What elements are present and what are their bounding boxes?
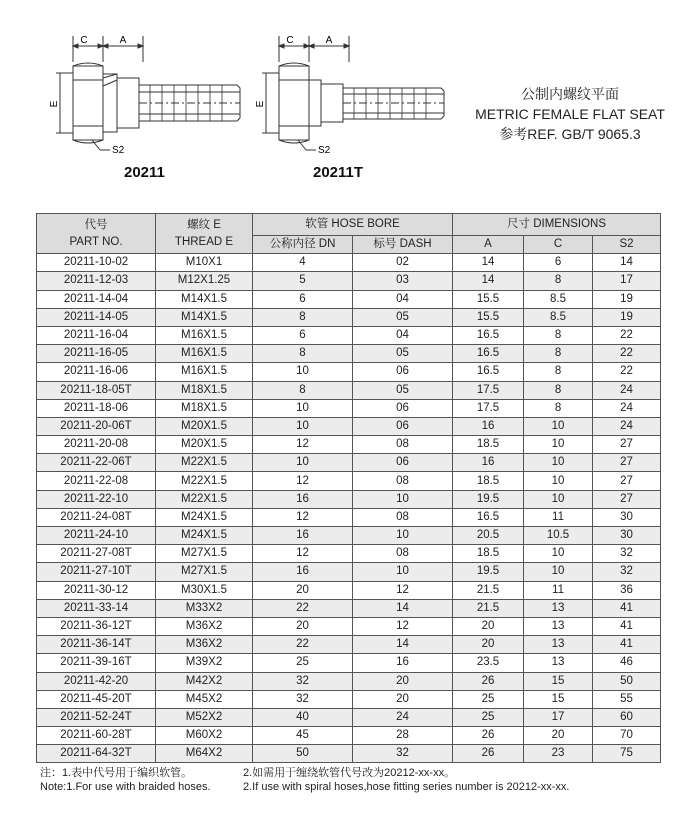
cell-dim-c: 10.5 bbox=[524, 527, 593, 545]
table-row bbox=[37, 490, 661, 508]
cell-dn: 16 bbox=[253, 490, 353, 508]
dim-c-label: C bbox=[80, 35, 88, 46]
cell-part-no: 20211-24-10 bbox=[37, 527, 156, 545]
note-2-en: 2.If use with spiral hoses,hose fitting series number is 20212-xx-xx. bbox=[243, 781, 570, 793]
cell-dim-a: 17.5 bbox=[453, 381, 524, 399]
cell-dim-c: 13 bbox=[524, 617, 593, 635]
table-row bbox=[37, 654, 661, 672]
cell-dn: 10 bbox=[253, 363, 353, 381]
fitting-drawing-20211T bbox=[246, 28, 456, 158]
table-row bbox=[37, 345, 661, 363]
cell-dim-s2: 17 bbox=[593, 272, 661, 290]
cell-dim-a: 18.5 bbox=[453, 436, 524, 454]
cell-dim-s2: 46 bbox=[593, 654, 661, 672]
cell-dim-a: 26 bbox=[453, 727, 524, 745]
cell-dim-c: 10 bbox=[524, 490, 593, 508]
cell-thread: M22X1.5 bbox=[156, 454, 253, 472]
cell-part-no: 20211-45-20T bbox=[37, 690, 156, 708]
title-block bbox=[452, 84, 688, 144]
cell-part-no: 20211-20-08 bbox=[37, 436, 156, 454]
cell-thread: M33X2 bbox=[156, 599, 253, 617]
cell-dash: 06 bbox=[353, 363, 453, 381]
cell-dn: 16 bbox=[253, 563, 353, 581]
cell-thread: M64X2 bbox=[156, 745, 253, 763]
cell-thread: M39X2 bbox=[156, 654, 253, 672]
cell-part-no: 20211-39-16T bbox=[37, 654, 156, 672]
cell-dn: 8 bbox=[253, 381, 353, 399]
cell-dash: 20 bbox=[353, 672, 453, 690]
table-row bbox=[37, 527, 661, 545]
header-part-no: 代号 PART NO. bbox=[37, 214, 156, 254]
table-row bbox=[37, 254, 661, 272]
cell-thread: M36X2 bbox=[156, 636, 253, 654]
cell-dim-c: 10 bbox=[524, 472, 593, 490]
cell-part-no: 20211-24-08T bbox=[37, 508, 156, 526]
cell-dim-c: 8 bbox=[524, 363, 593, 381]
cell-dim-a: 16 bbox=[453, 417, 524, 435]
cell-dim-a: 20.5 bbox=[453, 527, 524, 545]
cell-dash: 08 bbox=[353, 436, 453, 454]
dim-a-label: A bbox=[325, 35, 333, 46]
cell-dim-a: 19.5 bbox=[453, 490, 524, 508]
cell-dash: 05 bbox=[353, 345, 453, 363]
cell-part-no: 20211-27-08T bbox=[37, 545, 156, 563]
cell-thread: M12X1.25 bbox=[156, 272, 253, 290]
cell-dim-s2: 30 bbox=[593, 527, 661, 545]
table-row bbox=[37, 272, 661, 290]
cell-dn: 32 bbox=[253, 672, 353, 690]
table-row bbox=[37, 417, 661, 435]
table-row bbox=[37, 436, 661, 454]
cell-part-no: 20211-16-04 bbox=[37, 326, 156, 344]
cell-dim-c: 6 bbox=[524, 254, 593, 272]
cell-dim-c: 8 bbox=[524, 399, 593, 417]
cell-dn: 5 bbox=[253, 272, 353, 290]
cell-dim-c: 8.5 bbox=[524, 308, 593, 326]
cell-dim-a: 20 bbox=[453, 636, 524, 654]
cell-dim-a: 14 bbox=[453, 254, 524, 272]
cell-dash: 10 bbox=[353, 490, 453, 508]
dim-a-label: A bbox=[119, 35, 127, 46]
table-row bbox=[37, 727, 661, 745]
cell-thread: M20X1.5 bbox=[156, 436, 253, 454]
cell-thread: M10X1 bbox=[156, 254, 253, 272]
cell-dim-s2: 32 bbox=[593, 563, 661, 581]
cell-dim-c: 8 bbox=[524, 345, 593, 363]
cell-dn: 45 bbox=[253, 727, 353, 745]
cell-part-no: 20211-22-06T bbox=[37, 454, 156, 472]
cell-thread: M20X1.5 bbox=[156, 417, 253, 435]
cell-dim-a: 15.5 bbox=[453, 308, 524, 326]
cell-dn: 16 bbox=[253, 527, 353, 545]
cell-part-no: 20211-30-12 bbox=[37, 581, 156, 599]
cell-dim-s2: 27 bbox=[593, 472, 661, 490]
note-1-cn: 注：1.表中代号用于编织软管。 bbox=[40, 767, 193, 779]
cell-dim-s2: 27 bbox=[593, 454, 661, 472]
cell-dash: 10 bbox=[353, 563, 453, 581]
header-c: C bbox=[524, 236, 593, 254]
cell-dash: 05 bbox=[353, 381, 453, 399]
cell-dn: 32 bbox=[253, 690, 353, 708]
table-body bbox=[37, 254, 661, 763]
cell-dim-c: 10 bbox=[524, 545, 593, 563]
table-row bbox=[37, 326, 661, 344]
cell-thread: M16X1.5 bbox=[156, 326, 253, 344]
cell-dim-s2: 19 bbox=[593, 308, 661, 326]
cell-dim-a: 14 bbox=[453, 272, 524, 290]
cell-part-no: 20211-64-32T bbox=[37, 745, 156, 763]
dim-s2-label: S2 bbox=[112, 145, 125, 156]
cell-dim-c: 8.5 bbox=[524, 290, 593, 308]
table-row bbox=[37, 472, 661, 490]
cell-part-no: 20211-10-02 bbox=[37, 254, 156, 272]
cell-dn: 25 bbox=[253, 654, 353, 672]
cell-dim-c: 17 bbox=[524, 708, 593, 726]
dim-c-label: C bbox=[286, 35, 294, 46]
cell-thread: M30X1.5 bbox=[156, 581, 253, 599]
header-s2: S2 bbox=[593, 236, 661, 254]
table-row bbox=[37, 599, 661, 617]
cell-dim-c: 13 bbox=[524, 636, 593, 654]
cell-part-no: 20211-16-05 bbox=[37, 345, 156, 363]
cell-dim-s2: 41 bbox=[593, 599, 661, 617]
cell-thread: M36X2 bbox=[156, 617, 253, 635]
cell-thread: M45X2 bbox=[156, 690, 253, 708]
cell-dim-c: 10 bbox=[524, 436, 593, 454]
spec-table bbox=[36, 213, 661, 763]
cell-dn: 12 bbox=[253, 545, 353, 563]
cell-thread: M27X1.5 bbox=[156, 563, 253, 581]
cell-part-no: 20211-36-14T bbox=[37, 636, 156, 654]
cell-dn: 10 bbox=[253, 454, 353, 472]
cell-dim-a: 19.5 bbox=[453, 563, 524, 581]
cell-dn: 8 bbox=[253, 308, 353, 326]
cell-dim-s2: 24 bbox=[593, 417, 661, 435]
table-row bbox=[37, 454, 661, 472]
cell-dn: 4 bbox=[253, 254, 353, 272]
cell-part-no: 20211-22-10 bbox=[37, 490, 156, 508]
cell-dn: 22 bbox=[253, 636, 353, 654]
cell-dash: 04 bbox=[353, 290, 453, 308]
cell-dn: 6 bbox=[253, 290, 353, 308]
cell-dim-a: 16.5 bbox=[453, 326, 524, 344]
cell-dim-a: 16.5 bbox=[453, 345, 524, 363]
cell-dash: 04 bbox=[353, 326, 453, 344]
cell-dim-c: 8 bbox=[524, 272, 593, 290]
cell-dim-c: 15 bbox=[524, 672, 593, 690]
cell-dash: 06 bbox=[353, 417, 453, 435]
cell-dim-s2: 75 bbox=[593, 745, 661, 763]
cell-thread: M52X2 bbox=[156, 708, 253, 726]
cell-dash: 12 bbox=[353, 617, 453, 635]
cell-part-no: 20211-20-06T bbox=[37, 417, 156, 435]
cell-part-no: 20211-22-08 bbox=[37, 472, 156, 490]
cell-dim-c: 13 bbox=[524, 654, 593, 672]
header-dn: 公称内径 DN bbox=[253, 236, 353, 254]
table-row bbox=[37, 290, 661, 308]
table-row bbox=[37, 581, 661, 599]
cell-thread: M42X2 bbox=[156, 672, 253, 690]
cell-dash: 08 bbox=[353, 545, 453, 563]
cell-dash: 14 bbox=[353, 636, 453, 654]
cell-dn: 12 bbox=[253, 436, 353, 454]
table-row bbox=[37, 363, 661, 381]
table-row bbox=[37, 745, 661, 763]
cell-dn: 22 bbox=[253, 599, 353, 617]
cell-dim-s2: 22 bbox=[593, 326, 661, 344]
note-2-cn: 2.如需用于缠绕软管代号改为20212-xx-xx。 bbox=[243, 767, 456, 779]
title-en: METRIC FEMALE FLAT SEAT bbox=[475, 106, 665, 122]
table-row bbox=[37, 563, 661, 581]
cell-dash: 08 bbox=[353, 508, 453, 526]
table-row bbox=[37, 508, 661, 526]
cell-dim-s2: 60 bbox=[593, 708, 661, 726]
cell-dn: 10 bbox=[253, 417, 353, 435]
cell-dim-a: 16.5 bbox=[453, 508, 524, 526]
cell-dim-c: 11 bbox=[524, 581, 593, 599]
cell-dim-s2: 30 bbox=[593, 508, 661, 526]
title-cn: 公制内螺纹平面 bbox=[521, 86, 619, 102]
cell-thread: M18X1.5 bbox=[156, 381, 253, 399]
table-row bbox=[37, 708, 661, 726]
cell-part-no: 20211-42-20 bbox=[37, 672, 156, 690]
cell-dim-s2: 36 bbox=[593, 581, 661, 599]
cell-dim-a: 16 bbox=[453, 454, 524, 472]
cell-dash: 06 bbox=[353, 399, 453, 417]
cell-part-no: 20211-12-03 bbox=[37, 272, 156, 290]
cell-dim-s2: 27 bbox=[593, 436, 661, 454]
table-row bbox=[37, 381, 661, 399]
title-ref: 参考REF. GB/T 9065.3 bbox=[499, 126, 641, 142]
cell-part-no: 20211-60-28T bbox=[37, 727, 156, 745]
cell-dn: 12 bbox=[253, 508, 353, 526]
cell-dash: 24 bbox=[353, 708, 453, 726]
dim-s2-label: S2 bbox=[318, 145, 331, 156]
cell-dim-c: 10 bbox=[524, 563, 593, 581]
cell-dim-s2: 32 bbox=[593, 545, 661, 563]
cell-dash: 32 bbox=[353, 745, 453, 763]
cell-dim-s2: 50 bbox=[593, 672, 661, 690]
cell-dash: 14 bbox=[353, 599, 453, 617]
table-row bbox=[37, 690, 661, 708]
cell-dim-a: 15.5 bbox=[453, 290, 524, 308]
cell-dim-c: 8 bbox=[524, 381, 593, 399]
cell-dim-a: 26 bbox=[453, 672, 524, 690]
cell-dim-a: 23.5 bbox=[453, 654, 524, 672]
cell-part-no: 20211-36-12T bbox=[37, 617, 156, 635]
cell-dim-a: 18.5 bbox=[453, 545, 524, 563]
cell-dash: 08 bbox=[353, 472, 453, 490]
cell-thread: M22X1.5 bbox=[156, 490, 253, 508]
cell-dim-a: 18.5 bbox=[453, 472, 524, 490]
cell-dim-c: 8 bbox=[524, 326, 593, 344]
dim-e-label: E bbox=[49, 100, 60, 108]
cell-thread: M14X1.5 bbox=[156, 290, 253, 308]
cell-dim-c: 10 bbox=[524, 417, 593, 435]
cell-dim-c: 23 bbox=[524, 745, 593, 763]
cell-thread: M24X1.5 bbox=[156, 527, 253, 545]
cell-dim-s2: 41 bbox=[593, 617, 661, 635]
model-label-20211: 20211 bbox=[124, 164, 165, 181]
cell-dash: 16 bbox=[353, 654, 453, 672]
cell-dim-a: 17.5 bbox=[453, 399, 524, 417]
dim-e-label: E bbox=[255, 100, 266, 108]
cell-thread: M18X1.5 bbox=[156, 399, 253, 417]
cell-dash: 03 bbox=[353, 272, 453, 290]
table-row bbox=[37, 308, 661, 326]
cell-dim-a: 26 bbox=[453, 745, 524, 763]
cell-dn: 40 bbox=[253, 708, 353, 726]
cell-part-no: 20211-18-06 bbox=[37, 399, 156, 417]
cell-dim-s2: 22 bbox=[593, 363, 661, 381]
cell-dn: 8 bbox=[253, 345, 353, 363]
cell-part-no: 20211-18-05T bbox=[37, 381, 156, 399]
cell-thread: M14X1.5 bbox=[156, 308, 253, 326]
model-label-20211T: 20211T bbox=[313, 164, 364, 181]
fitting-drawing-20211 bbox=[40, 28, 250, 158]
cell-part-no: 20211-27-10T bbox=[37, 563, 156, 581]
cell-dash: 28 bbox=[353, 727, 453, 745]
table-row bbox=[37, 636, 661, 654]
cell-dn: 20 bbox=[253, 581, 353, 599]
cell-dim-a: 25 bbox=[453, 690, 524, 708]
header-dimensions: 尺寸 DIMENSIONS bbox=[453, 214, 661, 236]
cell-dim-s2: 24 bbox=[593, 399, 661, 417]
cell-dim-s2: 14 bbox=[593, 254, 661, 272]
cell-dim-a: 21.5 bbox=[453, 599, 524, 617]
cell-dim-s2: 19 bbox=[593, 290, 661, 308]
cell-dim-s2: 24 bbox=[593, 381, 661, 399]
cell-dash: 10 bbox=[353, 527, 453, 545]
cell-part-no: 20211-14-05 bbox=[37, 308, 156, 326]
cell-thread: M24X1.5 bbox=[156, 508, 253, 526]
cell-dn: 6 bbox=[253, 326, 353, 344]
cell-part-no: 20211-33-14 bbox=[37, 599, 156, 617]
cell-dim-a: 16.5 bbox=[453, 363, 524, 381]
cell-dn: 20 bbox=[253, 617, 353, 635]
header-dash: 标号 DASH bbox=[353, 236, 453, 254]
cell-dn: 12 bbox=[253, 472, 353, 490]
cell-dim-s2: 41 bbox=[593, 636, 661, 654]
cell-thread: M22X1.5 bbox=[156, 472, 253, 490]
cell-part-no: 20211-52-24T bbox=[37, 708, 156, 726]
cell-dash: 12 bbox=[353, 581, 453, 599]
cell-thread: M27X1.5 bbox=[156, 545, 253, 563]
table-row bbox=[37, 617, 661, 635]
header-hose-bore: 软管 HOSE BORE bbox=[253, 214, 453, 236]
cell-dn: 10 bbox=[253, 399, 353, 417]
cell-dim-c: 15 bbox=[524, 690, 593, 708]
cell-dim-s2: 27 bbox=[593, 490, 661, 508]
cell-part-no: 20211-14-04 bbox=[37, 290, 156, 308]
cell-dim-a: 20 bbox=[453, 617, 524, 635]
cell-dim-c: 20 bbox=[524, 727, 593, 745]
cell-dim-a: 25 bbox=[453, 708, 524, 726]
cell-thread: M16X1.5 bbox=[156, 345, 253, 363]
header-a: A bbox=[453, 236, 524, 254]
cell-dn: 50 bbox=[253, 745, 353, 763]
cell-dash: 02 bbox=[353, 254, 453, 272]
cell-dim-a: 21.5 bbox=[453, 581, 524, 599]
cell-dim-c: 13 bbox=[524, 599, 593, 617]
cell-dim-c: 10 bbox=[524, 454, 593, 472]
cell-part-no: 20211-16-06 bbox=[37, 363, 156, 381]
table-row bbox=[37, 545, 661, 563]
header-thread: 螺纹 E THREAD E bbox=[156, 214, 253, 254]
notes bbox=[40, 766, 570, 794]
cell-thread: M60X2 bbox=[156, 727, 253, 745]
cell-dim-s2: 55 bbox=[593, 690, 661, 708]
note-1-en: Note:1.For use with braided hoses. bbox=[40, 781, 211, 793]
table-row bbox=[37, 672, 661, 690]
cell-thread: M16X1.5 bbox=[156, 363, 253, 381]
cell-dim-c: 11 bbox=[524, 508, 593, 526]
cell-dim-s2: 70 bbox=[593, 727, 661, 745]
cell-dash: 20 bbox=[353, 690, 453, 708]
cell-dash: 06 bbox=[353, 454, 453, 472]
table-row bbox=[37, 399, 661, 417]
cell-dash: 05 bbox=[353, 308, 453, 326]
cell-dim-s2: 22 bbox=[593, 345, 661, 363]
